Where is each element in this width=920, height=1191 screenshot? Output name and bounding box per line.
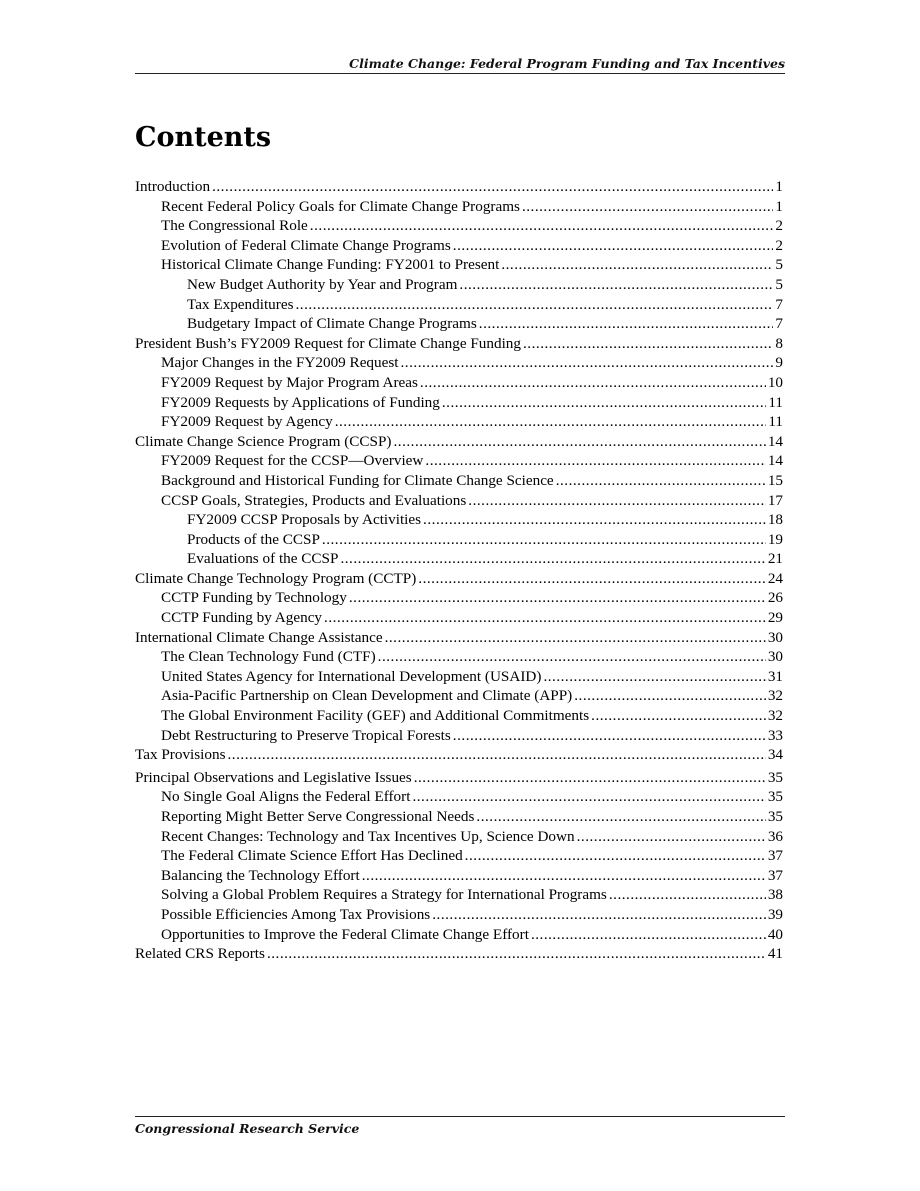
toc-entry-page-number: 19 (767, 530, 783, 548)
toc-dot-leader (412, 787, 765, 807)
toc-entry-title: Historical Climate Change Funding: FY2001 to Present (161, 256, 500, 274)
toc-entry[interactable] (135, 745, 783, 765)
toc-entry-title: Principal Observations and Legislative Issues (135, 768, 412, 786)
toc-dot-leader (543, 667, 765, 687)
toc-dot-leader (295, 295, 773, 315)
toc-entry-title: Opportunities to Improve the Federal Climate Change Effort (161, 925, 529, 943)
toc-entry-title: No Single Goal Aligns the Federal Effort (161, 788, 411, 806)
toc-entry-title: FY2009 Request for the CCSP—Overview (161, 452, 424, 470)
toc-entry[interactable] (135, 236, 783, 256)
toc-entry-page-number: 1 (775, 178, 783, 195)
toc-entry-page-number: 30 (767, 628, 783, 646)
toc-entry-page-number: 30 (767, 648, 783, 666)
toc-entry-title: Climate Change Science Program (CCSP) (135, 432, 392, 450)
toc-entry-page-number: 35 (767, 788, 783, 806)
toc-entry-title: The Clean Technology Fund (CTF) (161, 648, 376, 666)
toc-dot-leader (479, 314, 774, 334)
toc-entry-page-number: 39 (767, 905, 783, 923)
toc-dot-leader (385, 628, 766, 648)
toc-entry[interactable] (135, 255, 783, 275)
toc-entry-title: FY2009 CCSP Proposals by Activities (187, 511, 422, 529)
toc-dot-leader (267, 944, 766, 964)
toc-dot-leader (423, 510, 766, 530)
toc-dot-leader (310, 216, 774, 236)
toc-entry-page-number: 38 (767, 886, 783, 904)
running-header: Climate Change: Federal Program Funding and Tax Incentives (135, 56, 785, 74)
running-footer: Congressional Research Service (135, 1116, 785, 1136)
toc-entry-title: Major Changes in the FY2009 Request (161, 354, 399, 372)
toc-entry-page-number: 7 (775, 315, 783, 333)
toc-entry-page-number: 29 (767, 609, 783, 627)
toc-entry-title: Solving a Global Problem Requires a Strategy for International Programs (161, 886, 607, 904)
toc-entry[interactable] (135, 588, 783, 608)
toc-entry[interactable] (135, 275, 783, 295)
toc-entry[interactable] (135, 787, 783, 807)
toc-entry-title: Related CRS Reports (135, 945, 265, 963)
toc-entry[interactable] (135, 295, 783, 315)
toc-entry[interactable] (135, 608, 783, 628)
toc-entry-page-number: 2 (775, 217, 783, 235)
toc-entry[interactable] (135, 197, 783, 217)
toc-entry[interactable] (135, 216, 783, 236)
toc-dot-leader (556, 471, 766, 491)
toc-entry-title: Budgetary Impact of Climate Change Programs (187, 315, 477, 333)
toc-entry-title: Reporting Might Better Serve Congressional Needs (161, 808, 475, 825)
toc-dot-leader (609, 885, 766, 905)
toc-entry-title: CCSP Goals, Strategies, Products and Evaluations (161, 491, 467, 509)
toc-entry-page-number: 21 (767, 550, 783, 568)
toc-dot-leader (574, 686, 766, 706)
toc-entry[interactable] (135, 647, 783, 667)
toc-dot-leader (531, 925, 766, 945)
toc-entry-title: Recent Federal Policy Goals for Climate Change Programs (161, 197, 520, 215)
toc-dot-leader (228, 745, 766, 765)
toc-entry-title: The Federal Climate Science Effort Has Declined (161, 847, 463, 865)
toc-entry-title: Recent Changes: Technology and Tax Incentives Up, Science Down (161, 827, 575, 845)
toc-entry[interactable] (135, 827, 783, 847)
toc-entry-title: Introduction (135, 178, 211, 195)
toc-entry-title: New Budget Authority by Year and Program (187, 275, 458, 293)
toc-dot-leader (442, 393, 767, 413)
toc-entry-title: CCTP Funding by Technology (161, 589, 347, 607)
toc-entry-page-number: 37 (767, 847, 783, 865)
toc-entry[interactable] (135, 569, 783, 589)
toc-entry-page-number: 10 (767, 373, 783, 391)
toc-entry-page-number: 11 (768, 413, 783, 431)
toc-entry-page-number: 40 (767, 925, 783, 943)
toc-dot-leader (393, 432, 765, 452)
toc-dot-leader (453, 726, 766, 746)
toc-dot-leader (418, 569, 766, 589)
toc-entry-page-number: 24 (767, 569, 783, 587)
toc-dot-leader (476, 807, 765, 827)
toc-dot-leader (324, 608, 766, 628)
toc-entry-page-number: 35 (767, 808, 783, 825)
toc-entry-page-number: 35 (767, 768, 783, 786)
toc-dot-leader (459, 275, 773, 295)
toc-entry-page-number: 5 (775, 275, 783, 293)
toc-entry-page-number: 11 (768, 393, 783, 411)
toc-entry-title: FY2009 Request by Agency (161, 413, 333, 431)
toc-dot-leader (322, 530, 766, 550)
toc-entry-page-number: 33 (767, 726, 783, 744)
toc-entry[interactable] (135, 491, 783, 511)
toc-dot-leader (212, 177, 773, 197)
toc-dot-leader (425, 451, 765, 471)
page-title: Contents (135, 122, 272, 153)
toc-entry-page-number: 18 (767, 511, 783, 529)
toc-entry-page-number: 37 (767, 866, 783, 884)
toc-dot-leader (465, 846, 766, 866)
toc-entry[interactable] (135, 412, 783, 432)
toc-entry[interactable] (135, 944, 783, 964)
toc-entry-page-number: 36 (767, 827, 783, 845)
toc-entry[interactable] (135, 768, 783, 788)
toc-dot-leader (414, 768, 766, 788)
toc-entry-title: Evaluations of the CCSP (187, 550, 339, 568)
toc-entry[interactable] (135, 686, 783, 706)
toc-entry-page-number: 34 (767, 746, 783, 764)
toc-entry-page-number: 8 (775, 334, 783, 352)
toc-entry[interactable] (135, 471, 783, 491)
toc-entry[interactable] (135, 314, 783, 334)
toc-dot-leader (501, 255, 773, 275)
toc-entry-title: Evolution of Federal Climate Change Programs (161, 236, 451, 254)
toc-entry[interactable] (135, 866, 783, 886)
toc-entry-page-number: 1 (775, 197, 783, 215)
toc-entry-title: Possible Efficiencies Among Tax Provisions (161, 905, 431, 923)
toc-dot-leader (468, 491, 766, 511)
toc-dot-leader (577, 827, 766, 847)
toc-dot-leader (522, 197, 773, 217)
toc-entry-title: Background and Historical Funding for Climate Change Science (161, 471, 554, 489)
toc-entry-title: International Climate Change Assistance (135, 628, 383, 646)
toc-entry[interactable] (135, 177, 783, 197)
toc-entry[interactable] (135, 925, 783, 945)
toc-entry-page-number: 26 (767, 589, 783, 607)
toc-entry[interactable] (135, 432, 783, 452)
toc-entry[interactable] (135, 885, 783, 905)
toc-entry-title: Balancing the Technology Effort (161, 866, 360, 884)
toc-entry-page-number: 7 (775, 295, 783, 313)
toc-entry[interactable] (135, 706, 783, 726)
toc-entry-title: The Congressional Role (161, 217, 308, 235)
toc-entry[interactable] (135, 846, 783, 866)
toc-entry[interactable] (135, 549, 783, 569)
toc-entry-page-number: 14 (767, 432, 783, 450)
toc-dot-leader (340, 549, 765, 569)
table-of-contents (135, 177, 783, 964)
toc-entry-page-number: 5 (775, 256, 783, 274)
toc-entry-title: CCTP Funding by Agency (161, 609, 323, 627)
toc-entry-title: Asia-Pacific Partnership on Clean Development and Climate (APP) (161, 687, 573, 705)
toc-entry-page-number: 14 (767, 452, 783, 470)
toc-dot-leader (523, 334, 773, 354)
toc-entry-title: FY2009 Requests by Applications of Funding (161, 393, 440, 411)
toc-entry-page-number: 41 (767, 945, 783, 963)
toc-entry-page-number: 17 (767, 491, 783, 509)
toc-entry-title: Products of the CCSP (187, 530, 320, 548)
toc-entry[interactable] (135, 807, 783, 827)
toc-dot-leader (432, 905, 766, 925)
toc-dot-leader (401, 353, 774, 373)
toc-entry[interactable] (135, 451, 783, 471)
toc-entry[interactable] (135, 628, 783, 648)
toc-dot-leader (335, 412, 767, 432)
toc-entry-page-number: 32 (767, 687, 783, 705)
toc-entry-page-number: 2 (775, 236, 783, 254)
toc-entry-title: Debt Restructuring to Preserve Tropical Forests (161, 726, 451, 744)
toc-entry[interactable] (135, 373, 783, 393)
toc-entry[interactable] (135, 334, 783, 354)
toc-entry-title: President Bush’s FY2009 Request for Climate Change Funding (135, 334, 521, 352)
toc-entry[interactable] (135, 530, 783, 550)
toc-dot-leader (453, 236, 774, 256)
toc-entry[interactable] (135, 905, 783, 925)
toc-entry-page-number: 31 (767, 667, 783, 685)
toc-entry-page-number: 15 (767, 471, 783, 489)
toc-dot-leader (420, 373, 766, 393)
toc-dot-leader (362, 866, 766, 886)
toc-entry-title: FY2009 Request by Major Program Areas (161, 373, 418, 391)
toc-entry-page-number: 9 (775, 354, 783, 372)
toc-dot-leader (378, 647, 766, 667)
toc-entry[interactable] (135, 353, 783, 373)
toc-entry[interactable] (135, 667, 783, 687)
toc-dot-leader (591, 706, 766, 726)
toc-entry-title: The Global Environment Facility (GEF) and Additional Commitments (161, 707, 590, 725)
toc-entry-title: Tax Expenditures (187, 295, 294, 313)
toc-entry-title: United States Agency for International Development (USAID) (161, 667, 542, 685)
toc-entry[interactable] (135, 510, 783, 530)
toc-dot-leader (349, 588, 766, 608)
toc-entry-title: Tax Provisions (135, 746, 226, 764)
toc-entry-title: Climate Change Technology Program (CCTP) (135, 569, 417, 587)
toc-entry[interactable] (135, 393, 783, 413)
toc-entry[interactable] (135, 726, 783, 746)
toc-entry-page-number: 32 (767, 707, 783, 725)
